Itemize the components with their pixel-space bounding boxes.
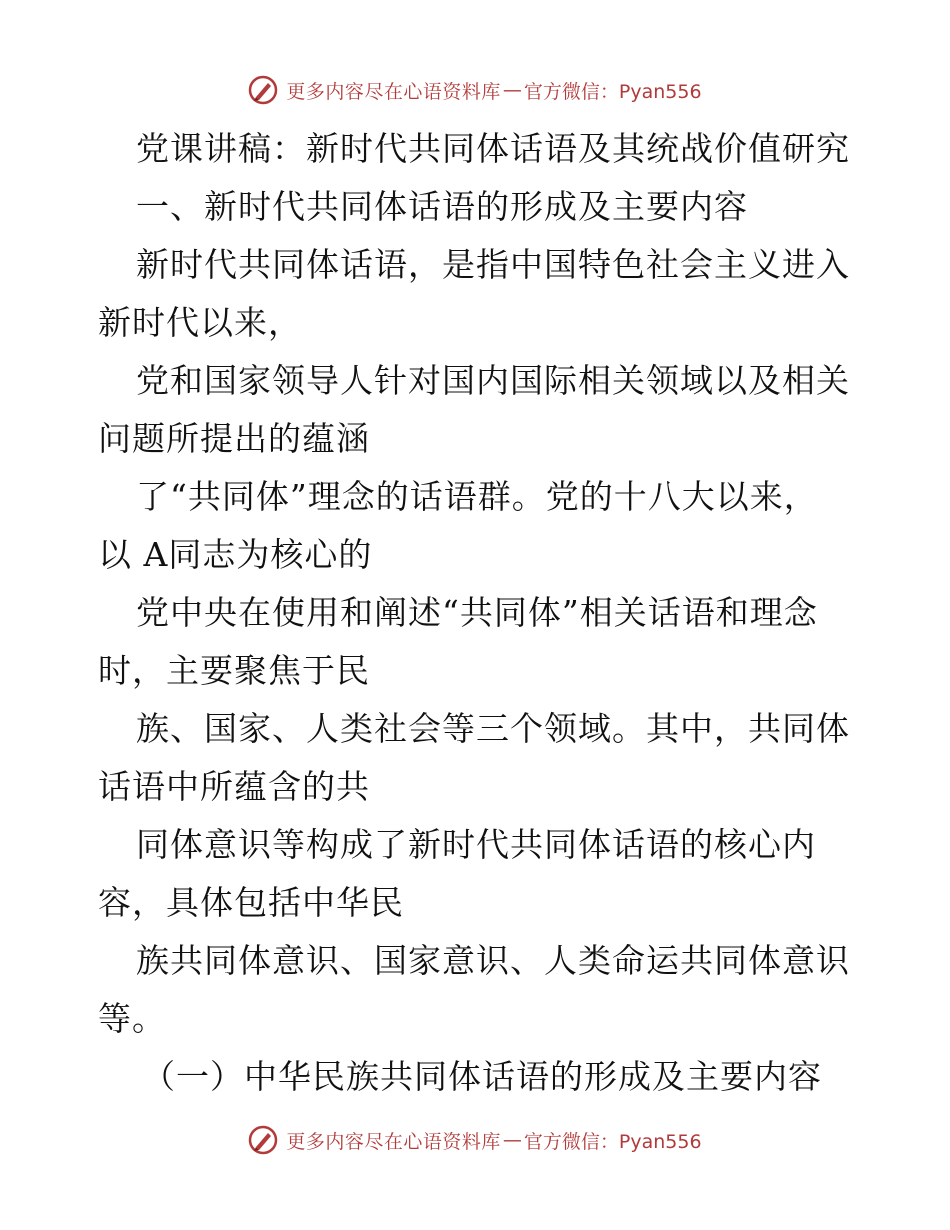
watermark-suffix: 官方微信：Pyan556 bbox=[523, 1130, 702, 1153]
document-body bbox=[98, 120, 858, 1106]
watermark-text: 更多内容尽在心语资料库 bbox=[286, 80, 501, 103]
watermark-separator: — bbox=[502, 1129, 522, 1151]
document-title: 党课讲稿：新时代共同体话语及其统战价值研究 bbox=[136, 129, 850, 168]
paragraph-line: 族共同体意识、国家意识、人类命运共同体意识 bbox=[136, 941, 850, 980]
paragraph-line: 容，具体包括中华民 bbox=[98, 883, 404, 922]
pen-logo-icon bbox=[248, 75, 278, 105]
subsection-heading: （一）中华民族共同体话语的形成及主要内容 bbox=[142, 1057, 822, 1096]
paragraph-line: 党中央在使用和阐述“共同体”相关话语和理念 bbox=[136, 593, 818, 632]
header-watermark bbox=[0, 70, 950, 110]
watermark-suffix: 官方微信：Pyan556 bbox=[523, 80, 702, 103]
paragraph-line: 族、国家、人类社会等三个领域。其中，共同体 bbox=[136, 709, 850, 748]
paragraph-line: 同体意识等构成了新时代共同体话语的核心内 bbox=[136, 825, 816, 864]
paragraph-line: 新时代共同体话语，是指中国特色社会主义进入 bbox=[136, 245, 850, 284]
footer-watermark bbox=[0, 1120, 950, 1160]
watermark-separator: — bbox=[502, 79, 522, 101]
paragraph-line: 新时代以来， bbox=[98, 303, 302, 342]
section-heading: 一、新时代共同体话语的形成及主要内容 bbox=[136, 187, 748, 226]
paragraph-line: 话语中所蕴含的共 bbox=[98, 767, 370, 806]
paragraph-line: 时，主要聚焦于民 bbox=[98, 651, 370, 690]
pen-logo-icon bbox=[248, 1125, 278, 1155]
paragraph-line: 了“共同体”理念的话语群。党的十八大以来， bbox=[136, 477, 818, 516]
paragraph-line: 以 A同志为核心的 bbox=[98, 535, 373, 574]
paragraph-line: 问题所提出的蕴涵 bbox=[98, 419, 370, 458]
watermark-text: 更多内容尽在心语资料库 bbox=[286, 1130, 501, 1153]
paragraph-line: 党和国家领导人针对国内国际相关领域以及相关 bbox=[136, 361, 850, 400]
paragraph-line: 等。 bbox=[98, 999, 166, 1038]
